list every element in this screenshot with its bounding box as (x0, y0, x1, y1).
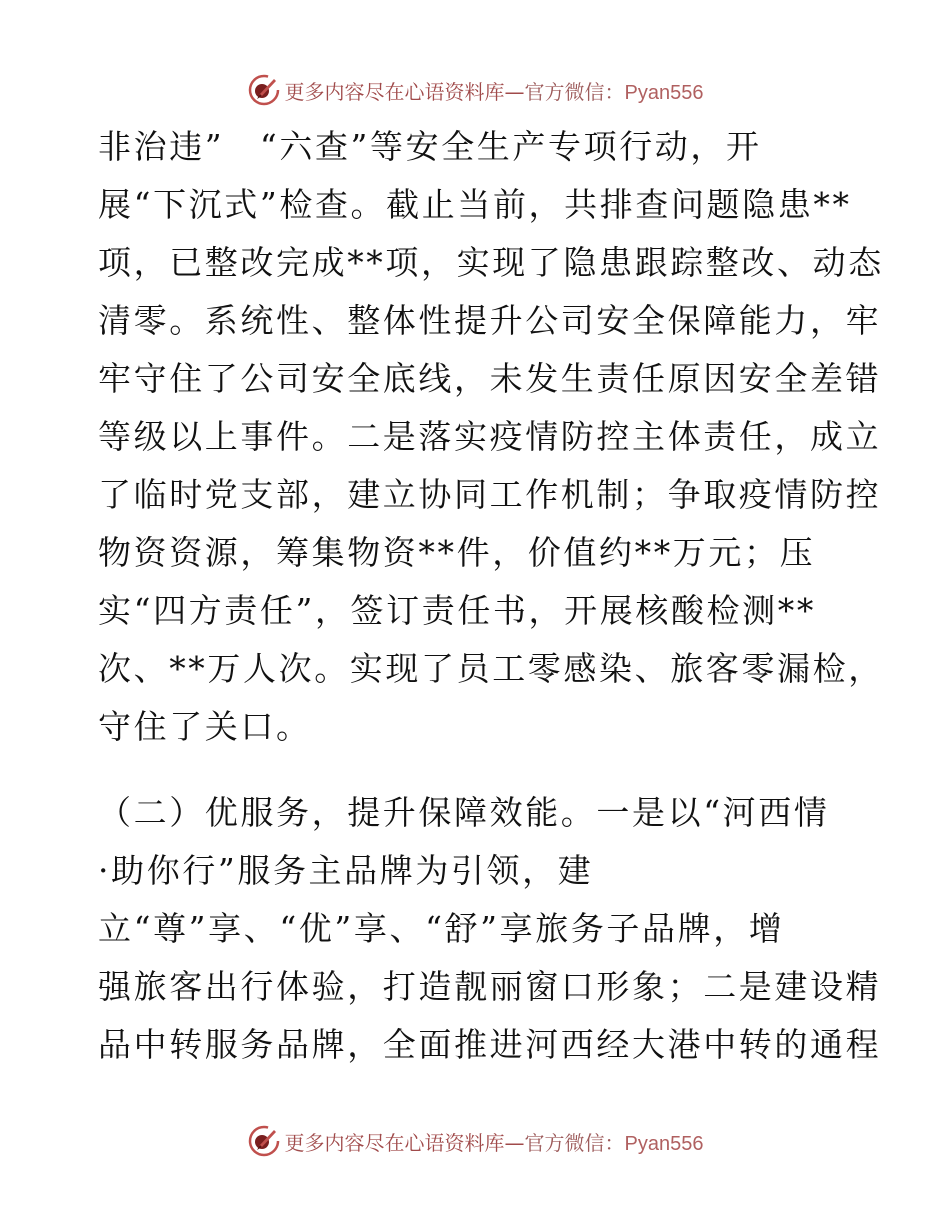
header-wechat-id: Pyan556 (624, 81, 704, 104)
text-line: 次、**万人次。实现了员工零感染、旅客零漏检， (98, 649, 884, 688)
paragraph-gap (98, 756, 858, 784)
pen-logo-icon (247, 73, 281, 107)
footer-banner (0, 1121, 950, 1161)
text-line: 清零。系统性、整体性提升公司安全保障能力，牢 (98, 301, 882, 340)
document-body (98, 118, 884, 1074)
paragraph-2 (98, 784, 882, 1074)
text-line: （二）优服务，提升保障效能。一是以“河西情 (98, 793, 830, 832)
header-banner (0, 70, 950, 110)
header-dash: — (504, 79, 525, 104)
text-line: 守住了关口。 (98, 707, 312, 746)
pen-logo-icon (247, 1124, 281, 1158)
text-line: 展“下沉式”检查。截止当前，共排查问题隐患** (98, 185, 852, 224)
header-wechat-label: 官方微信： (524, 79, 625, 104)
text-line: 强旅客出行体验，打造靓丽窗口形象；二是建设精 (98, 967, 882, 1006)
text-line: 实“四方责任”，签订责任书，开展核酸检测** (98, 591, 816, 630)
footer-site-text: 更多内容尽在心语资料库 (284, 1130, 505, 1155)
text-line: 品中转服务品牌，全面推进河西经大港中转的通程 (98, 1025, 882, 1064)
text-line: 项，已整改完成**项，实现了隐患跟踪整改、动态 (98, 243, 884, 282)
footer-banner-text (285, 1127, 704, 1156)
text-line: 等级以上事件。二是落实疫情防控主体责任，成立 (98, 417, 882, 456)
footer-wechat-id: Pyan556 (624, 1132, 704, 1155)
text-line: 了临时党支部，建立协同工作机制；争取疫情防控 (98, 475, 882, 514)
text-line: 牢守住了公司安全底线，未发生责任原因安全差错 (98, 359, 882, 398)
header-banner-text (285, 76, 704, 105)
footer-dash: — (504, 1130, 525, 1155)
header-site-text: 更多内容尽在心语资料库 (284, 79, 505, 104)
text-line: ·助你行”服务主品牌为引领，建 (98, 851, 594, 890)
text-line: 物资资源，筹集物资**件，价值约**万元；压 (98, 533, 816, 572)
text-line: 立“尊”享、“优”享、“舒”享旅务子品牌，增 (98, 909, 785, 948)
text-line: 非治违” “六查”等安全生产专项行动，开 (98, 127, 762, 166)
footer-wechat-label: 官方微信： (524, 1130, 625, 1155)
paragraph-1 (98, 118, 884, 756)
